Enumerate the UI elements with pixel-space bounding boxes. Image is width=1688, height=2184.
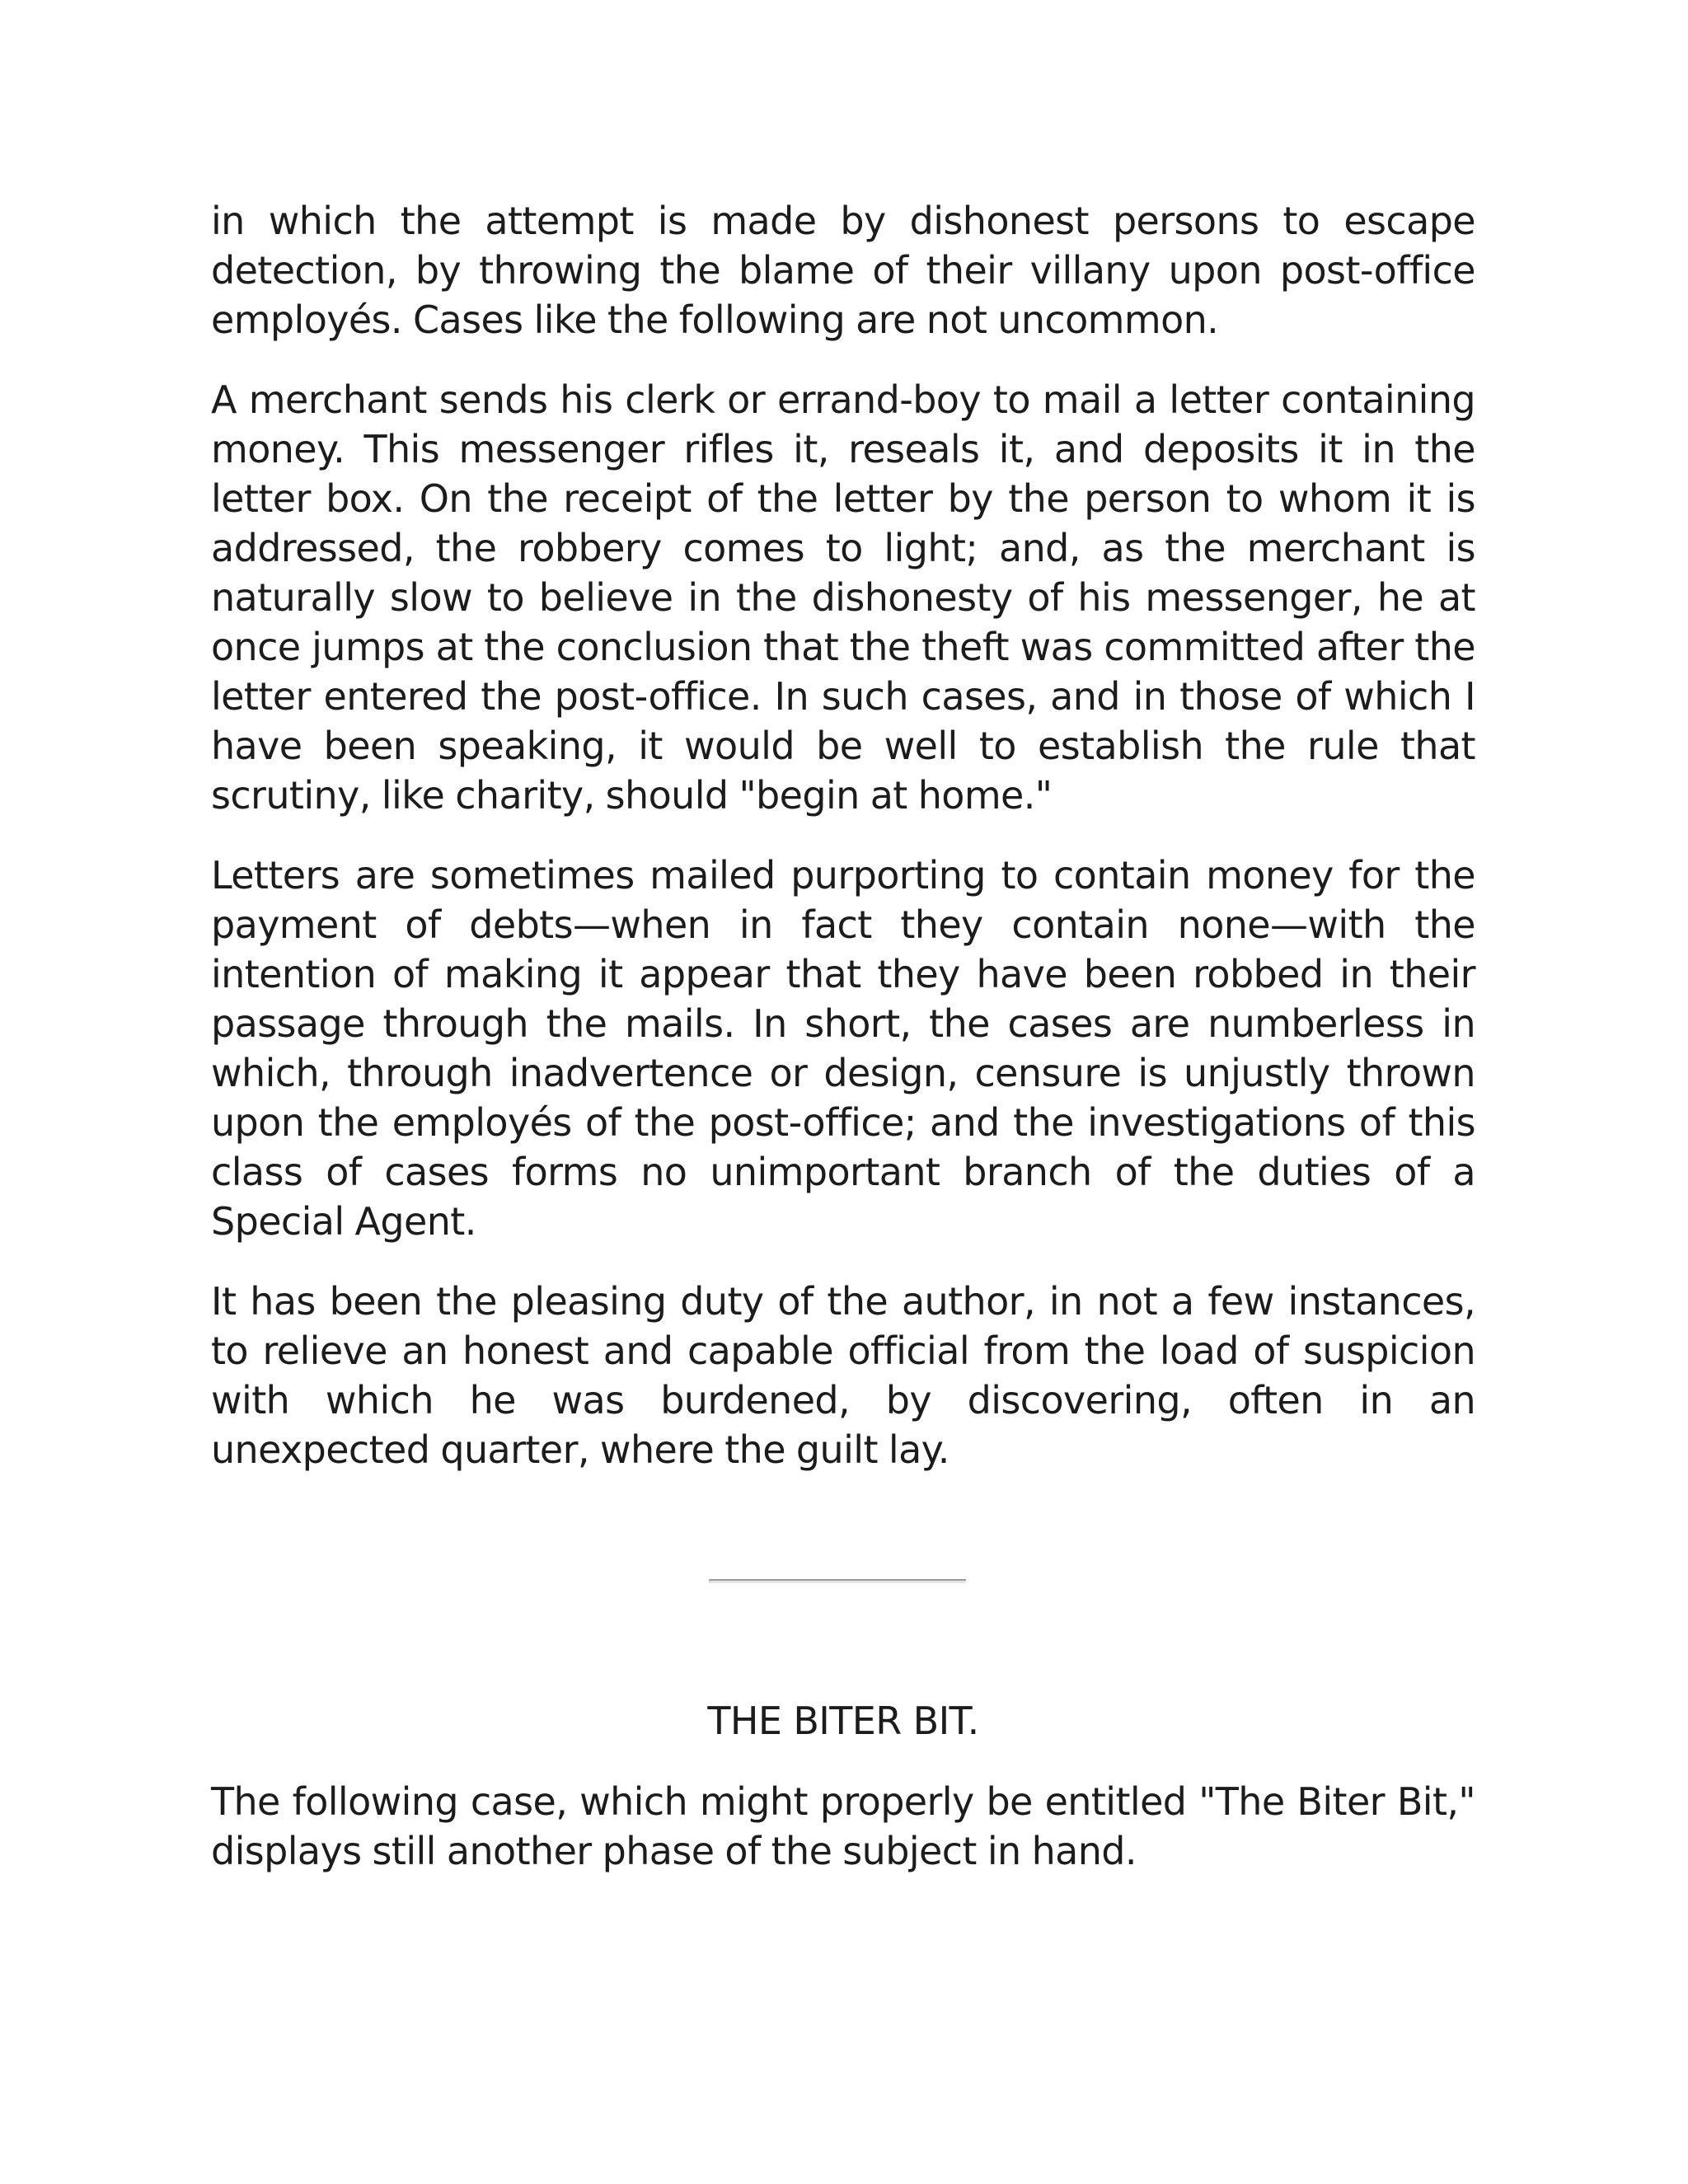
horizontal-rule — [709, 1579, 966, 1583]
page-body — [211, 196, 1475, 1873]
paragraph-3: Letters are sometimes mailed purporting to contain money for the payment of debts—when in fact they contain none—with the intention of making it appear that they have been robbed in their passage through the mails. In short, the cases are numberless in which, through inadvertence or design, censure is unjustly thrown upon the employés of the post-office; and the investigations of this class of cases forms no unimportant branch of the duties of a Special Agent. — [211, 853, 1475, 1244]
paragraph-2: A merchant sends his clerk or errand-boy to mail a letter containing money. This messenger rifles it, reseals it, and deposits it in the letter box. On the receipt of the letter by the person to whom it is addressed, the robbery comes to light; and, as the merchant is naturally slow to believe in the dishonesty of his messenger, he at once jumps at the conclusion that the theft was committed after the letter entered the post-office. In such cases, and in those of which I have been speaking, it would be well to establish the rule that scrutiny, like charity, should "begin at home." — [211, 377, 1475, 818]
paragraph-1: in which the attempt is made by dishonest persons to escape detection, by throwing the blame of their villany upon post-office employés. Cases like the following are not uncommon. — [211, 199, 1475, 342]
chapter-body — [211, 1777, 1475, 1876]
chapter-paragraph-1: The following case, which might properly be entitled "The Biter Bit," displays still another phase of the subject in hand. — [211, 1779, 1475, 1873]
chapter-heading: THE BITER BIT. — [707, 1699, 979, 1743]
section-divider — [211, 1579, 1475, 1591]
paragraph-4: It has been the pleasing duty of the author, in not a few instances, to relieve an honest and capable official from the load of suspicion with which he was burdened, by discovering, often in an unexpected quarter, where the guilt lay. — [211, 1279, 1475, 1472]
